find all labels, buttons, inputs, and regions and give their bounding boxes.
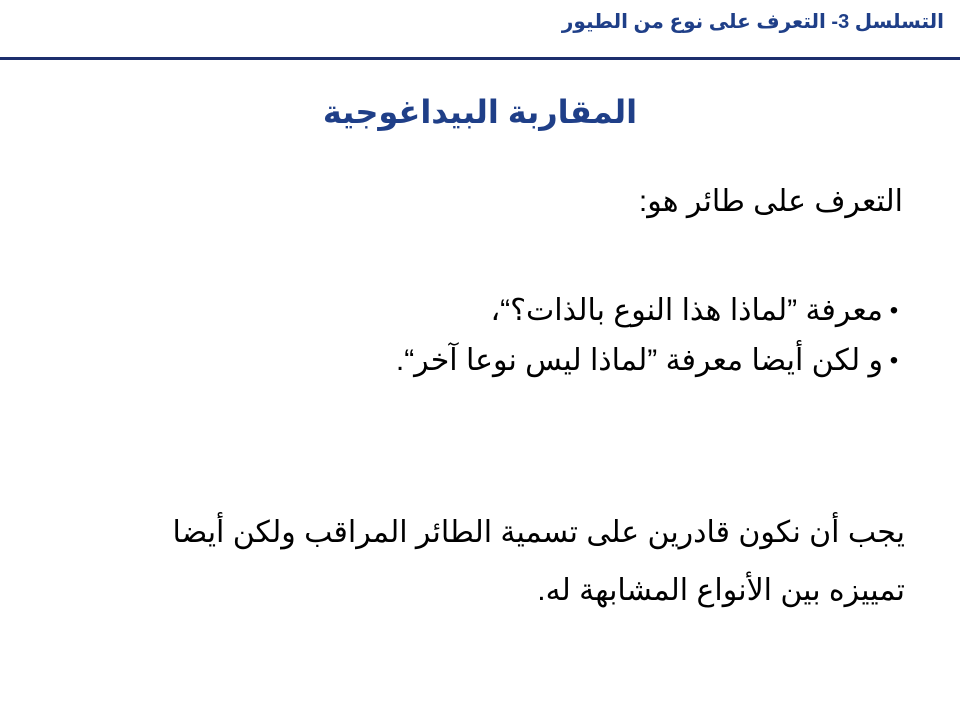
conclusion-paragraph (75, 504, 905, 620)
paragraph-line: تمييزه بين الأنواع المشابهة له. (537, 574, 905, 607)
bullet-list (75, 286, 905, 386)
bullet-dot-icon: • (889, 347, 899, 374)
paragraph-line: يجب أن نكون قادرين على تسمية الطائر المراقب ولكن أيضا (172, 516, 905, 549)
list-item (75, 336, 905, 386)
bullet-text-why-this-species: معرفة ”لماذا هذا النوع بالذات؟“، (490, 294, 883, 327)
intro-text: التعرف على طائر هو: (638, 185, 903, 218)
slide-title: المقاربة البيداغوجية (322, 94, 638, 131)
header-divider (0, 57, 960, 60)
series-title: التسلسل 3- التعرف على نوع من الطيور (561, 11, 944, 33)
bullet-text-why-not-another-species: و لكن أيضا معرفة ”لماذا ليس نوعا آخر“. (395, 344, 883, 377)
list-item (75, 286, 905, 336)
bullet-dot-icon: • (889, 297, 899, 324)
